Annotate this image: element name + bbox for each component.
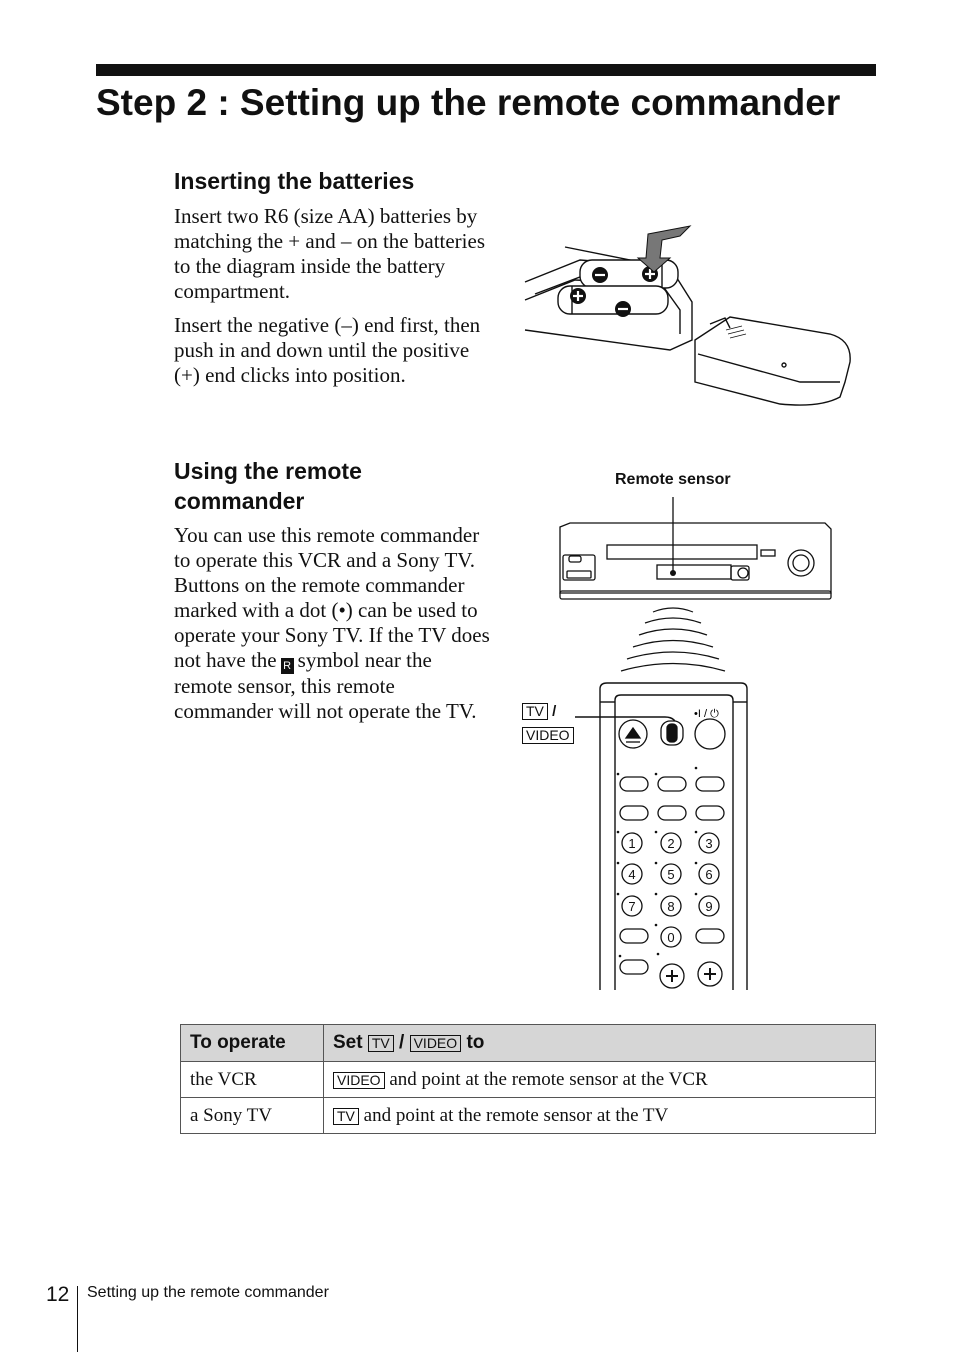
row-vcr-switch: VIDEO <box>333 1072 385 1089</box>
key-2: 2 <box>667 836 675 851</box>
header-set-label: Set <box>333 1032 363 1053</box>
page-title: Step 2 : Setting up the remote commander <box>96 82 841 123</box>
remote-sensor-label: Remote sensor <box>615 471 731 488</box>
key-5: 5 <box>667 867 675 882</box>
switch-label-row <box>522 703 556 720</box>
vcr-remote-illustration <box>515 495 845 995</box>
header-set <box>324 1025 876 1062</box>
remote-paragraph <box>174 523 490 724</box>
power-label: •I / ⏻ <box>694 708 719 720</box>
row-vcr-instruction: and point at the remote sensor at the VCR <box>389 1068 708 1090</box>
row-vcr-instruction-cell <box>324 1062 876 1098</box>
row-tv-instruction-cell <box>324 1098 876 1134</box>
key-7: 7 <box>628 899 636 914</box>
switch-label-video-wrap <box>522 727 574 745</box>
key-6: 6 <box>705 867 713 882</box>
row-vcr-operate: the VCR <box>181 1062 324 1098</box>
operation-table <box>180 1024 876 1134</box>
footer-rule <box>77 1286 78 1352</box>
batteries-paragraph-1: Insert two R6 (size AA) batteries by matching the + and – on the batteries to the diagram inside the battery compartment. <box>174 204 486 303</box>
row-tv-instruction: and point at the remote sensor at the TV <box>363 1104 669 1126</box>
battery-insertion-illustration <box>520 222 860 414</box>
switch-label-slash: / <box>552 703 557 720</box>
key-0: 0 <box>667 930 675 945</box>
table-row <box>181 1062 876 1098</box>
key-8: 8 <box>667 899 675 914</box>
header-to: to <box>466 1032 485 1053</box>
vcr-body <box>560 523 831 593</box>
key-4: 4 <box>628 867 636 882</box>
key-3: 3 <box>705 836 713 851</box>
key-1: 1 <box>628 836 636 851</box>
row-tv-switch: TV <box>333 1108 359 1125</box>
header-video-box: VIDEO <box>410 1035 462 1052</box>
remote-paragraph-part-2: symbol near the remote sensor, this remote commander will not operate the TV. <box>174 648 477 723</box>
title-rule <box>96 64 876 76</box>
batteries-heading: Inserting the batteries <box>174 168 415 194</box>
footer-section-title: Setting up the remote commander <box>87 1284 329 1301</box>
remote-section <box>174 456 490 724</box>
batteries-section <box>174 166 494 388</box>
header-tv-box: TV <box>368 1035 394 1052</box>
remote-paragraph-part-1: You can use this remote commander to operate this VCR and a Sony TV. Buttons on the remote commander marked with a dot (•) can be used to operate your Sony TV. If the TV does not have the <box>174 523 490 672</box>
batteries-paragraph-2: Insert the negative (–) end first, then push in and down until the positive (+) end clicks into position. <box>174 313 481 387</box>
remote-heading-line-1: Using the remote <box>174 458 362 484</box>
table-header-row <box>181 1025 876 1062</box>
header-slash: / <box>399 1032 405 1053</box>
switch-label-tv: TV <box>522 703 548 720</box>
remote-sensor-symbol-icon: R <box>281 658 294 674</box>
key-9: 9 <box>705 899 713 914</box>
remote-heading-line-2: commander <box>174 488 305 514</box>
page-number: 12 <box>46 1283 70 1306</box>
switch-label-video: VIDEO <box>522 727 574 744</box>
header-to-operate: To operate <box>181 1025 324 1062</box>
table-row <box>181 1098 876 1134</box>
row-tv-operate: a Sony TV <box>181 1098 324 1134</box>
